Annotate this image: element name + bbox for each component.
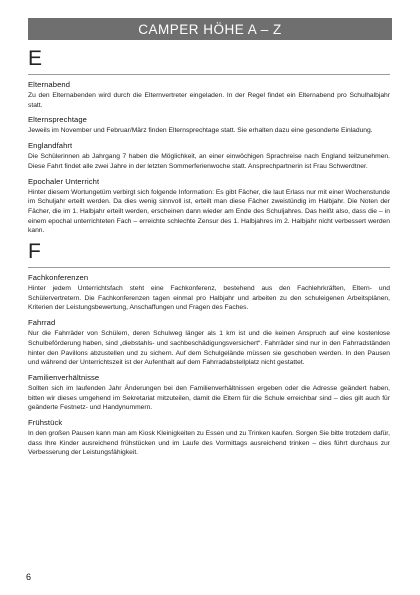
entry-heading: Epochaler Unterricht xyxy=(28,176,100,186)
entry-text: Zu den Elternabenden wird durch die Elternvertreter eingeladen. In der Regel findet ein Elternabend pro Schulhalbjahr statt. xyxy=(28,92,390,109)
entry-elternsprechtage xyxy=(28,115,390,136)
entry-heading: Fachkonferenzen xyxy=(28,273,89,283)
entry-text: Die Schülerinnen ab Jahrgang 7 haben die Möglichkeit, an einer einwöchigen Sprachreise nach England teilzunehmen. Diese Fahrt findet alle zwei Jahre in der letzten Sommerferienwoche statt. Ansprechpartnerin ist Frau Schwerdtner. xyxy=(28,153,390,170)
entry-heading: Frühstück xyxy=(28,418,63,428)
entry-text: Hinter jedem Unterrichtsfach steht eine Fachkonferenz, bestehend aus den Fachlehrkräften, Eltern- und Schülervertretern. Die Fachkonferenzen tagen einmal pro Halbjahr und arbeiten zu den schuleigenen Arbeitsplänen, Kriterien der Leistungsbewertung, Anschaffungen und Fragen des Faches. xyxy=(28,285,390,312)
entry-heading: Elternsprechtage xyxy=(28,115,88,125)
entry-englandfahrt xyxy=(28,141,390,171)
entry-fruehstueck xyxy=(28,418,390,458)
section-divider xyxy=(28,74,390,75)
section-f xyxy=(28,239,390,458)
entry-text: In den großen Pausen kann man am Kiosk Kleinigkeiten zu Essen und zu Trinken kaufen. Sorgen Sie bitte trotzdem dafür, dass Ihre Kinder ausreichend frühstücken und im Laufe des Vormittags ausreichend trinken – dies führt durchaus zur Verbesserung der Leistungsfähigkeit. xyxy=(28,430,390,457)
entry-text: Sollten sich im laufenden Jahr Änderungen bei den Familienverhältnissen ergeben oder die Adresse geändert haben, bitten wir dieses umgehend im Sekretariat mitzuteilen, damit die Eltern für die Schule erreichbar sind – dies gilt auch für geänderte Festnetz- und Handynummern. xyxy=(28,384,390,412)
section-letter: F xyxy=(28,240,41,264)
entry-text: Jeweils im November und Februar/März finden Elternsprechtage statt. Sie erhalten dazu eine gesonderte Einladung. xyxy=(28,127,373,135)
entry-text: Nur die Fahrräder von Schülern, deren Schulweg länger als 1 km ist und die keinen Anspruch auf eine kostenlose Schulbeförderung haben, sind „diebstahls- und sachbeschädigungsversichert“. Fahrräder sind nur in den Fahrradständen hinter den Pavillons abzustellen und zu sichern. Auf dem Schulgelände müssen sie geschoben werden. In den Pausen und während der Unterrichtszeit ist der Aufenthalt auf dem Fahrradabstellplatz nicht gestattet. xyxy=(28,330,390,367)
page-content xyxy=(28,46,390,461)
entry-fachkonferenzen xyxy=(28,273,390,313)
header-title: CAMPER HÖHE A – Z xyxy=(138,21,282,37)
entry-text: Hinter diesem Wortungetüm verbirgt sich folgende Information: Es gibt Fächer, die laut Erlass nur mit einer Wochenstunde im Schuljahr erteilt werden. Da dies wenig sinnvoll ist, erteilt man diese Fächer zweistündig im Halbjahr. Die Noten der Fächer, die im 1. Halbjahr erteilt werden, erscheinen dann wieder am Ende des Schuljahres. Das heißt also, dass die – in einem epochal unterrichteten Fach – erreichte schlechte Zensur des 1. Halbjahres im 2. Halbjahr nicht verbessert werden kann. xyxy=(28,188,390,235)
entry-familienverhaeltnisse xyxy=(28,373,390,413)
entry-epochaler-unterricht xyxy=(28,177,390,237)
entry-fahrrad xyxy=(28,318,390,368)
page-number: 6 xyxy=(26,572,32,582)
entry-heading: Familienverhältnisse xyxy=(28,372,100,382)
section-letter: E xyxy=(28,47,43,70)
entry-heading: Fahrrad xyxy=(28,318,56,328)
section-e xyxy=(28,46,390,236)
entry-heading: Englandfahrt xyxy=(28,141,73,151)
page-header xyxy=(28,18,392,40)
entry-heading: Elternabend xyxy=(28,80,71,89)
section-divider xyxy=(28,267,390,268)
entry-elternabend xyxy=(28,80,390,110)
